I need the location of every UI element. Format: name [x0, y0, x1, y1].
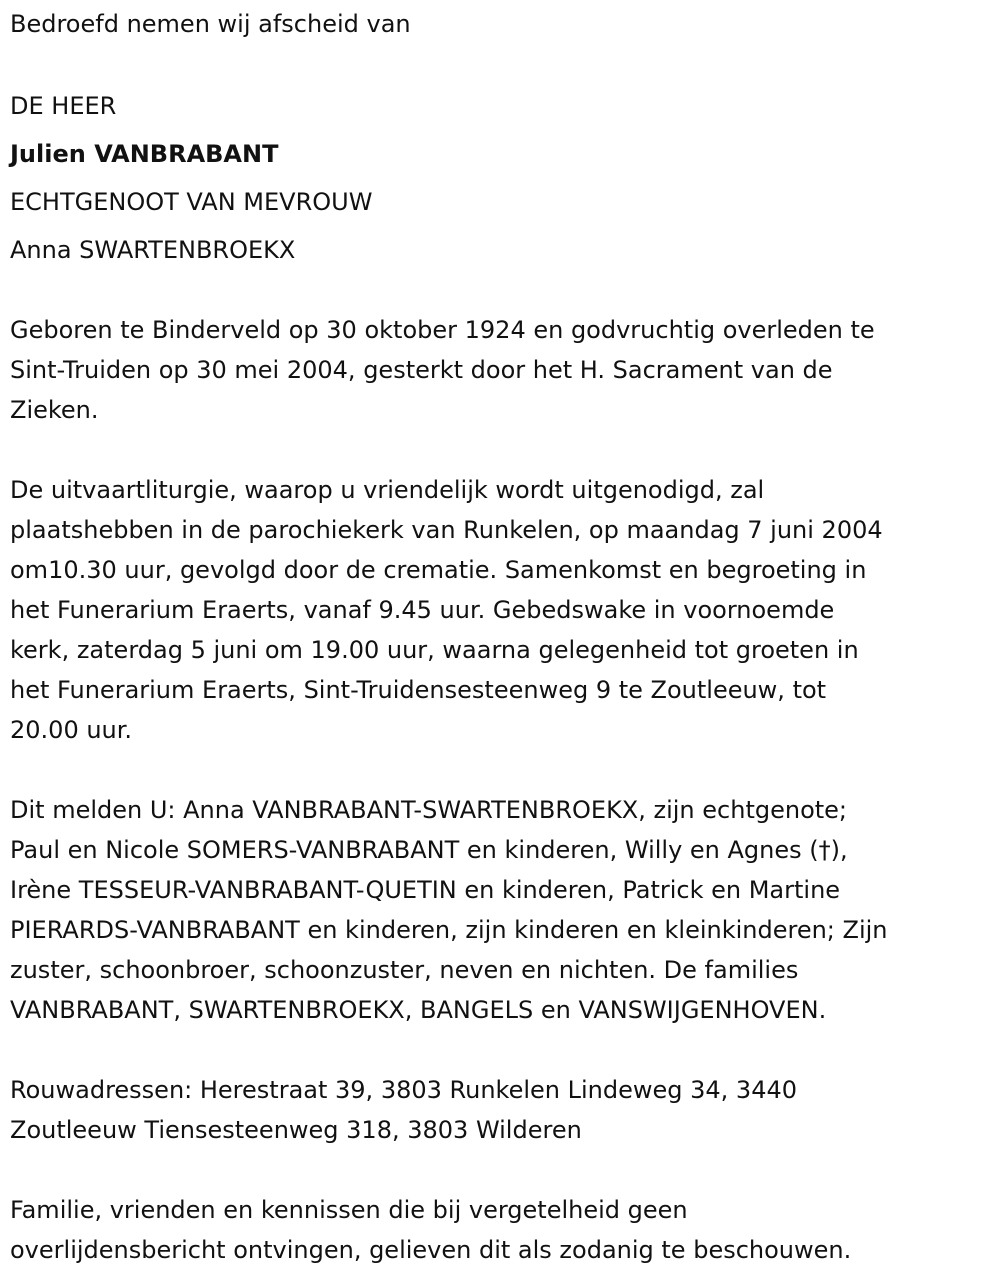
address-line: Zoutleeuw Tiensesteenweg 318, 3803 Wilderen	[10, 1116, 582, 1144]
closing-line: overlijdensbericht ontvingen, gelieven dit als zodanig te beschouwen.	[10, 1236, 852, 1264]
addresses-paragraph	[10, 1070, 980, 1150]
family-line: VANBRABANT, SWARTENBROEKX, BANGELS en VANSWIJGENHOVEN.	[10, 996, 827, 1024]
family-line: PIERARDS-VANBRABANT en kinderen, zijn kinderen en kleinkinderen; Zijn	[10, 916, 888, 944]
funeral-paragraph	[10, 470, 980, 750]
closing-line: Familie, vrienden en kennissen die bij vergetelheid geen	[10, 1196, 688, 1224]
birth-death-line: Geboren te Binderveld op 30 oktober 1924 en godvruchtig overleden te	[10, 316, 875, 344]
closing-paragraph	[10, 1190, 980, 1270]
funeral-line: De uitvaartliturgie, waarop u vriendelijk wordt uitgenodigd, zal	[10, 476, 765, 504]
funeral-line: om10.30 uur, gevolgd door de crematie. Samenkomst en begroeting in	[10, 556, 867, 584]
funeral-line: het Funerarium Eraerts, Sint-Truidensesteenweg 9 te Zoutleeuw, tot	[10, 676, 827, 704]
funeral-line: het Funerarium Eraerts, vanaf 9.45 uur. Gebedswake in voornoemde	[10, 596, 835, 624]
funeral-line: 20.00 uur.	[10, 716, 133, 744]
spouse-name: Anna SWARTENBROEKX	[10, 236, 296, 264]
family-line: Dit melden U: Anna VANBRABANT-SWARTENBROEKX, zijn echtgenote;	[10, 796, 848, 824]
deceased-title: DE HEER	[10, 92, 117, 120]
funeral-line: plaatshebben in de parochiekerk van Runkelen, op maandag 7 juni 2004	[10, 516, 883, 544]
family-paragraph	[10, 790, 980, 1030]
family-line: zuster, schoonbroer, schoonzuster, neven en nichten. De families	[10, 956, 799, 984]
intro-text: Bedroefd nemen wij afscheid van	[10, 10, 411, 38]
birth-death-line: Sint-Truiden op 30 mei 2004, gesterkt door het H. Sacrament van de	[10, 356, 833, 384]
birth-death-line: Zieken.	[10, 396, 99, 424]
address-line: Rouwadressen: Herestraat 39, 3803 Runkelen Lindeweg 34, 3440	[10, 1076, 798, 1104]
deceased-name: Julien VANBRABANT	[10, 140, 279, 168]
birth-death-paragraph	[10, 310, 980, 430]
funeral-line: kerk, zaterdag 5 juni om 19.00 uur, waarna gelegenheid tot groeten in	[10, 636, 859, 664]
family-line: Paul en Nicole SOMERS-VANBRABANT en kinderen, Willy en Agnes (†),	[10, 836, 848, 864]
deceased-relation: ECHTGENOOT VAN MEVROUW	[10, 188, 373, 216]
family-line: Irène TESSEUR-VANBRABANT-QUETIN en kinderen, Patrick en Martine	[10, 876, 841, 904]
